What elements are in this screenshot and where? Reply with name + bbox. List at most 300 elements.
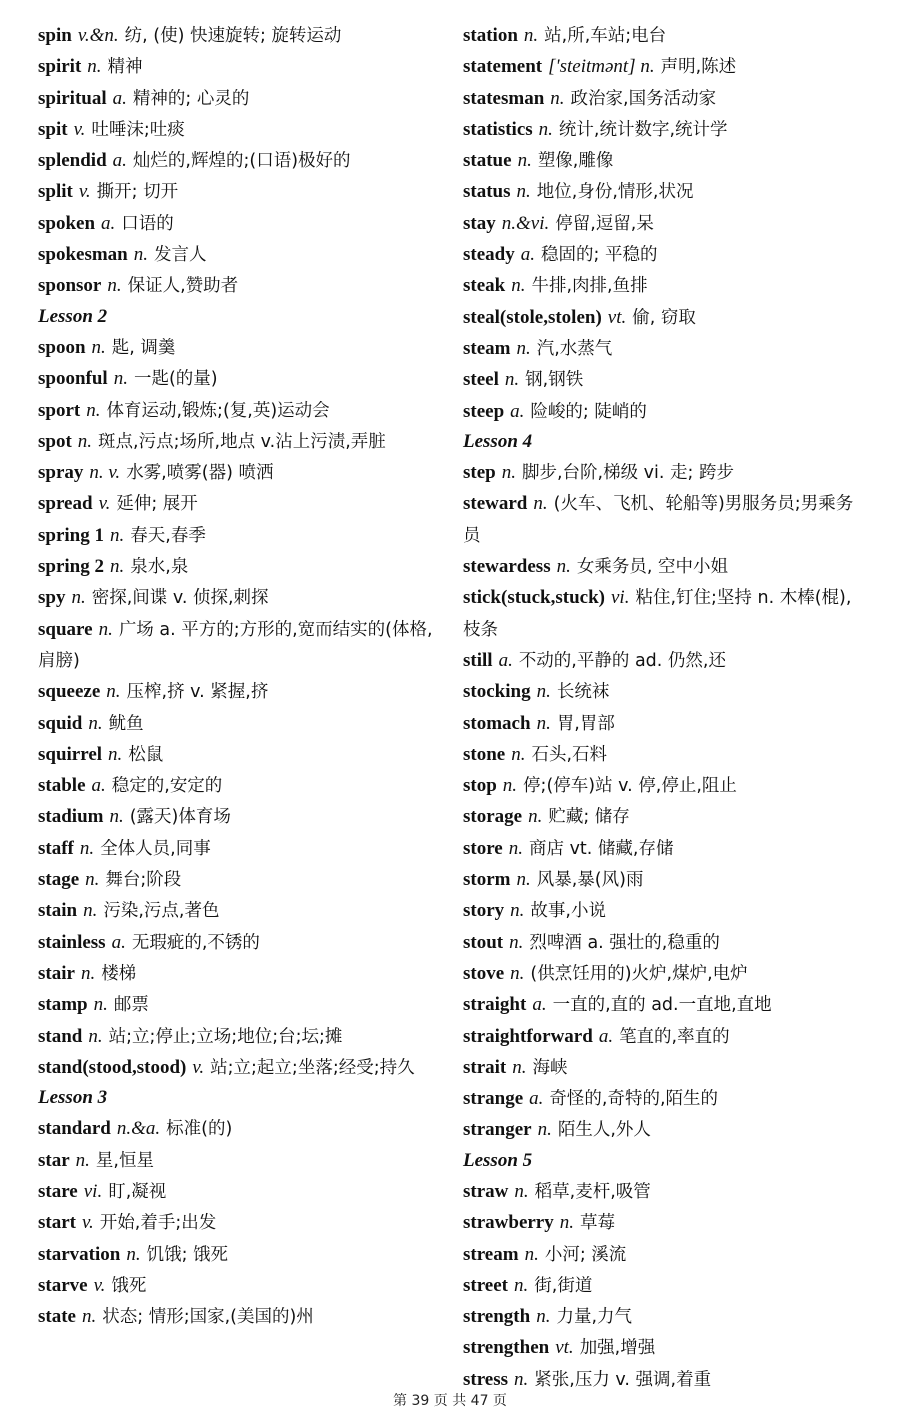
definition: 口语的 <box>121 213 174 234</box>
vocab-entry <box>463 927 863 958</box>
headword: spread <box>38 493 93 515</box>
part-of-speech: n. <box>113 368 128 390</box>
definition: 撕开; 切开 <box>96 182 179 203</box>
vocab-entry <box>463 582 863 645</box>
headword: spit <box>38 118 68 140</box>
vocab-entry <box>463 457 863 488</box>
part-of-speech: n. <box>559 1212 574 1234</box>
headword: spring 1 <box>38 524 104 546</box>
part-of-speech: n. <box>86 399 101 421</box>
vocab-entry <box>38 1207 433 1238</box>
vocab-entry <box>38 801 433 832</box>
definition: 泉水,泉 <box>130 557 189 578</box>
definition: 全体人员,同事 <box>100 838 211 859</box>
definition: 石头,石料 <box>531 744 608 765</box>
part-of-speech: n. <box>110 556 125 578</box>
vocab-entry <box>38 958 433 989</box>
definition: 密探,间谍 v. 侦探,刺探 <box>91 588 269 609</box>
definition: 状态; 情形;国家,(美国的)州 <box>102 1307 314 1328</box>
part-of-speech: n.&vi. <box>501 212 550 234</box>
vocab-entry <box>463 1301 863 1332</box>
part-of-speech: a. <box>532 994 547 1016</box>
part-of-speech: n. <box>556 556 571 578</box>
headword: steak <box>463 275 506 297</box>
vocab-entry <box>463 801 863 832</box>
part-of-speech: a. <box>101 212 116 234</box>
vocab-entry <box>38 1021 433 1052</box>
definition: (露天)体育场 <box>129 807 231 828</box>
definition: 加强,增强 <box>579 1338 656 1359</box>
headword: spoonful <box>38 368 108 390</box>
definition: 春天,春季 <box>130 525 206 546</box>
part-of-speech: n. <box>71 587 86 609</box>
part-of-speech: n. <box>538 118 553 140</box>
vocab-entry <box>463 239 863 270</box>
definition: 饿死 <box>111 1275 147 1296</box>
definition: 发言人 <box>154 245 207 266</box>
headword: stranger <box>463 1119 532 1141</box>
headword: square <box>38 618 93 640</box>
part-of-speech: n. <box>516 181 531 203</box>
part-of-speech: n. <box>508 837 523 859</box>
vocab-entry <box>38 1113 433 1144</box>
vocab-entry <box>38 989 433 1020</box>
definition: 邮票 <box>113 995 149 1016</box>
vocab-entry <box>463 864 863 895</box>
part-of-speech: n. v. <box>89 462 121 484</box>
headword: stone <box>463 743 506 765</box>
vocab-entry <box>38 864 433 895</box>
part-of-speech: n. <box>109 806 124 828</box>
part-of-speech: vi. <box>610 587 630 609</box>
vocab-entry <box>463 114 863 145</box>
headword: standard <box>38 1118 111 1140</box>
definition: 塑像,雕像 <box>537 151 614 172</box>
part-of-speech: n. <box>537 1119 552 1141</box>
part-of-speech: n. <box>514 1368 529 1390</box>
definition: 延伸; 展开 <box>116 494 198 515</box>
vocab-entry <box>463 739 863 770</box>
vocab-entry <box>463 1270 863 1301</box>
vocab-entry <box>38 708 433 739</box>
headword: storage <box>463 806 523 828</box>
headword: spring 2 <box>38 556 104 578</box>
headword: stocking <box>463 681 531 703</box>
vocab-entry <box>38 114 433 145</box>
headword: strait <box>463 1056 507 1078</box>
vocab-entry <box>38 363 433 394</box>
vocab-entry <box>38 488 433 519</box>
headword: squid <box>38 712 83 734</box>
definition: 风暴,暴(风)雨 <box>536 870 644 891</box>
headword: starvation <box>38 1243 121 1265</box>
part-of-speech: n. <box>516 337 531 359</box>
part-of-speech: n. <box>83 900 98 922</box>
headword: stomach <box>463 712 531 734</box>
headword: steam <box>463 337 511 359</box>
vocab-entry <box>463 1021 863 1052</box>
part-of-speech: n. <box>533 493 548 515</box>
definition: 声明,陈述 <box>660 57 737 78</box>
vocab-entry <box>38 1301 433 1332</box>
vocab-entry <box>38 895 433 926</box>
definition: 贮藏; 储存 <box>548 807 630 828</box>
definition: 标准(的) <box>166 1119 233 1140</box>
headword: stewardess <box>463 556 551 578</box>
vocab-entry <box>38 614 433 677</box>
headword: stadium <box>38 806 104 828</box>
vocab-entry <box>463 176 863 207</box>
definition: 星,恒星 <box>95 1150 154 1171</box>
part-of-speech: n. <box>504 369 520 391</box>
vocab-entry <box>463 208 863 239</box>
definition: 污染,污点,著色 <box>103 901 220 922</box>
definition: 站;立;停止;立场;地位;台;坛;摊 <box>108 1026 343 1047</box>
vocab-entry <box>463 333 863 364</box>
lesson-heading: Lesson 3 <box>38 1087 108 1109</box>
definition: 舞台;阶段 <box>105 870 182 891</box>
part-of-speech: n. <box>91 336 106 358</box>
headword: store <box>463 837 503 859</box>
definition: 政治家,国务活动家 <box>570 88 717 109</box>
right-column <box>463 20 863 1395</box>
vocab-entry <box>38 83 433 114</box>
part-of-speech: n. <box>524 1243 539 1265</box>
vocab-entry <box>463 676 863 707</box>
headword: staff <box>38 837 74 859</box>
headword: spoon <box>38 336 86 358</box>
vocab-entry <box>38 1239 433 1270</box>
part-of-speech: v. <box>93 1274 106 1296</box>
vocab-entry <box>463 770 863 801</box>
definition: 脚步,台阶,梯级 vi. 走; 跨步 <box>521 463 734 484</box>
left-column <box>38 20 433 1332</box>
headword: status <box>463 181 511 203</box>
vocab-entry <box>38 770 433 801</box>
vocab-entry <box>463 708 863 739</box>
definition: 海峡 <box>532 1057 568 1078</box>
headword: stove <box>463 962 505 984</box>
part-of-speech: n. <box>88 1025 103 1047</box>
headword: spiritual <box>38 87 107 109</box>
headword: station <box>463 25 518 46</box>
part-of-speech: vt. <box>555 1337 574 1359</box>
part-of-speech: n. <box>511 743 526 765</box>
part-of-speech: v. <box>81 1212 94 1234</box>
headword: spot <box>38 430 72 452</box>
vocab-entry <box>463 1114 863 1145</box>
headword: star <box>38 1149 70 1171</box>
definition: 女乘务员, 空中小姐 <box>576 557 728 578</box>
headword: stare <box>38 1180 78 1202</box>
headword: strange <box>463 1088 524 1110</box>
part-of-speech: v. <box>98 493 111 515</box>
definition: 体育运动,锻炼;(复,英)运动会 <box>106 400 330 421</box>
definition: 牛排,肉排,鱼排 <box>531 276 648 297</box>
vocab-entry <box>38 551 433 582</box>
headword: sport <box>38 399 81 421</box>
part-of-speech: n. <box>133 244 148 266</box>
headword: spin <box>38 25 72 46</box>
definition: 胃,胃部 <box>556 713 615 734</box>
headword: strength <box>463 1306 531 1328</box>
headword: strawberry <box>463 1212 554 1234</box>
vocab-entry <box>38 833 433 864</box>
part-of-speech: n. <box>81 1306 97 1328</box>
part-of-speech: n. <box>110 524 125 546</box>
part-of-speech: n. <box>87 56 102 78</box>
definition: 一匙(的量) <box>133 369 218 390</box>
vocab-entry <box>463 551 863 582</box>
headword: stain <box>38 900 78 922</box>
definition: 汽,水蒸气 <box>536 338 613 359</box>
part-of-speech: n. <box>523 25 539 46</box>
definition: 紧张,压力 v. 强调,着重 <box>534 1369 712 1390</box>
definition: 停留,逗留,呆 <box>555 213 654 234</box>
vocab-entry <box>38 20 433 51</box>
vocab-entry <box>463 396 863 427</box>
vocab-entry <box>38 332 433 363</box>
definition: 稻草,麦杆,吸管 <box>534 1181 651 1202</box>
headword: spirit <box>38 56 82 78</box>
vocab-entry <box>38 239 433 270</box>
vocab-entry <box>38 739 433 770</box>
headword: story <box>463 900 505 922</box>
definition: 长统袜 <box>556 682 610 703</box>
definition: 粘住,钉住;坚持 n. 木棒(棍),枝条 <box>463 588 852 640</box>
vocab-entry <box>463 833 863 864</box>
part-of-speech: n. <box>514 1180 529 1202</box>
part-of-speech: v. <box>78 181 91 203</box>
headword: strengthen <box>463 1337 550 1359</box>
definition: 停;(停车)站 v. 停,停止,阻止 <box>523 776 737 797</box>
definition: 草莓 <box>580 1213 615 1234</box>
vocab-entry <box>38 426 433 457</box>
part-of-speech: n. <box>509 931 524 953</box>
part-of-speech: n. <box>108 743 123 765</box>
vocab-entry <box>463 51 863 82</box>
part-of-speech: v. <box>73 118 86 140</box>
part-of-speech: n. <box>88 712 103 734</box>
vocab-entry <box>38 1052 433 1083</box>
headword: statistics <box>463 118 533 140</box>
headword: step <box>463 462 496 484</box>
headword: spokesman <box>38 244 128 266</box>
headword: stop <box>463 775 497 797</box>
definition: 保证人,赞助者 <box>127 276 239 297</box>
headword: street <box>463 1274 509 1296</box>
definition: 钢,钢铁 <box>525 370 584 391</box>
vocab-entry <box>463 145 863 176</box>
vocab-entry <box>463 989 863 1020</box>
definition: 小河; 溪流 <box>544 1244 627 1265</box>
definition: 楼梯 <box>101 963 137 984</box>
vocab-entry <box>38 176 433 207</box>
part-of-speech: v.&n. <box>77 25 119 46</box>
headword: splendid <box>38 150 107 172</box>
definition: 匙, 调羹 <box>111 337 176 358</box>
part-of-speech: n. <box>502 775 518 797</box>
part-of-speech: ['steitmənt] n. <box>548 56 655 78</box>
headword: spy <box>38 587 66 609</box>
headword: stand(stood,stood) <box>38 1056 187 1078</box>
part-of-speech: n. <box>75 1149 90 1171</box>
headword: straight <box>463 994 527 1016</box>
headword: stable <box>38 775 86 797</box>
part-of-speech: a. <box>111 931 126 953</box>
vocab-entry <box>463 488 863 551</box>
definition: 水雾,喷雾(器) 喷洒 <box>126 463 274 484</box>
headword: statement <box>463 56 543 78</box>
headword: stand <box>38 1025 83 1047</box>
definition: 纺, (使) 快速旋转; 旋转运动 <box>124 26 342 46</box>
vocab-entry <box>463 270 863 301</box>
vocab-entry <box>463 1052 863 1083</box>
vocab-entry <box>38 1270 433 1301</box>
part-of-speech: n. <box>516 869 531 891</box>
part-of-speech: n. <box>517 150 532 172</box>
headword: steward <box>463 493 528 515</box>
definition: 险峻的; 陡峭的 <box>530 401 647 422</box>
part-of-speech: a. <box>520 244 535 266</box>
part-of-speech: n. <box>79 837 95 859</box>
headword: spray <box>38 462 84 484</box>
definition: 开始,着手;出发 <box>99 1213 217 1234</box>
definition: 松鼠 <box>128 744 164 765</box>
headword: stage <box>38 869 80 891</box>
vocab-entry <box>463 1239 863 1270</box>
part-of-speech: v. <box>192 1056 205 1078</box>
vocab-entry <box>38 520 433 551</box>
vocab-entry <box>38 270 433 301</box>
headword: straw <box>463 1180 509 1202</box>
vocab-entry <box>38 927 433 958</box>
part-of-speech: n. <box>107 275 122 297</box>
part-of-speech: n. <box>550 87 565 109</box>
part-of-speech: a. <box>112 87 127 109</box>
part-of-speech: n. <box>85 869 100 891</box>
definition: 商店 vt. 储藏,存储 <box>529 838 674 859</box>
vocab-entry <box>463 364 863 395</box>
part-of-speech: n. <box>126 1243 141 1265</box>
definition: 广场 a. 平方的;方形的,宽而结实的(体格,肩膀) <box>38 619 433 671</box>
headword: statue <box>463 150 512 172</box>
definition: 街,街道 <box>534 1275 593 1296</box>
part-of-speech: a. <box>598 1025 614 1047</box>
headword: straightforward <box>463 1025 593 1047</box>
headword: steep <box>463 400 505 422</box>
part-of-speech: n. <box>93 994 108 1016</box>
definition: 故事,小说 <box>530 901 606 922</box>
lesson-heading: Lesson 2 <box>38 305 108 327</box>
definition: (供烹饪用的)火炉,煤炉,电炉 <box>530 963 748 984</box>
part-of-speech: a. <box>498 649 513 671</box>
page-footer: 第 39 页 共 47 页 <box>393 1393 507 1409</box>
headword: stamp <box>38 994 88 1016</box>
definition: 地位,身份,情形,状况 <box>536 182 694 203</box>
part-of-speech: n. <box>510 900 525 922</box>
vocab-entry <box>463 1083 863 1114</box>
vocab-entry <box>463 302 863 333</box>
part-of-speech: a. <box>112 150 127 172</box>
vocab-entry <box>463 1207 863 1238</box>
headword: starve <box>38 1274 88 1296</box>
part-of-speech: a. <box>91 775 106 797</box>
part-of-speech: vt. <box>607 306 627 328</box>
headword: storm <box>463 869 511 891</box>
vocab-entry <box>38 457 433 488</box>
definition: 鱿鱼 <box>108 713 144 734</box>
definition: 灿烂的,辉煌的;(口语)极好的 <box>132 151 351 172</box>
definition: 无瑕疵的,不锈的 <box>131 932 260 953</box>
part-of-speech: vi. <box>83 1180 103 1202</box>
definition: 陌生人,外人 <box>557 1120 651 1141</box>
vocab-entry <box>463 1332 863 1363</box>
vocab-entry <box>38 51 433 82</box>
headword: still <box>463 649 493 671</box>
part-of-speech: n. <box>536 1306 551 1328</box>
vocab-entry <box>463 645 863 676</box>
part-of-speech: n. <box>80 962 96 984</box>
part-of-speech: a. <box>529 1088 544 1110</box>
definition: 奇怪的,奇特的,陌生的 <box>549 1089 719 1110</box>
part-of-speech: n. <box>501 462 516 484</box>
headword: stout <box>463 931 504 953</box>
headword: spoken <box>38 212 96 234</box>
vocab-entry <box>463 895 863 926</box>
headword: stair <box>38 962 75 984</box>
vocab-entry <box>463 958 863 989</box>
part-of-speech: n. <box>536 681 551 703</box>
definition: 力量,力气 <box>556 1307 633 1328</box>
headword: start <box>38 1212 76 1234</box>
definition: 精神的; 心灵的 <box>132 88 250 109</box>
vocab-entry <box>463 1176 863 1207</box>
part-of-speech: n. <box>511 275 526 297</box>
definition: (火车、飞机、轮船等)男服务员;男乘务员 <box>463 494 854 546</box>
definition: 笔直的,率直的 <box>619 1026 730 1047</box>
definition: 烈啤酒 a. 强壮的,稳重的 <box>529 932 720 953</box>
definition: 压榨,挤 v. 紧握,挤 <box>126 682 269 703</box>
vocab-entry <box>38 676 433 707</box>
definition: 斑点,污点;场所,地点 v.沾上污渍,弄脏 <box>98 431 386 452</box>
vocab-entry <box>463 83 863 114</box>
lesson-heading: Lesson 5 <box>463 1149 533 1171</box>
part-of-speech: n. <box>528 806 543 828</box>
headword: squeeze <box>38 681 101 703</box>
headword: steal(stole,stolen) <box>463 306 602 328</box>
definition: 站;立;起立;坐落;经受;持久 <box>210 1057 415 1078</box>
part-of-speech: a. <box>510 400 525 422</box>
definition: 站,所,车站;电台 <box>544 26 667 46</box>
vocab-entry <box>38 1176 433 1207</box>
part-of-speech: n. <box>536 712 551 734</box>
headword: stream <box>463 1243 519 1265</box>
definition: 统计,统计数字,统计学 <box>558 119 728 140</box>
headword: stay <box>463 212 496 234</box>
headword: squirrel <box>38 743 103 765</box>
headword: stainless <box>38 931 106 953</box>
vocab-entry <box>38 582 433 613</box>
definition: 饥饿; 饿死 <box>146 1244 229 1265</box>
definition: 不动的,平静的 ad. 仍然,还 <box>518 650 726 671</box>
vocab-entry <box>38 1145 433 1176</box>
definition: 精神 <box>107 57 143 78</box>
headword: steady <box>463 244 515 266</box>
definition: 一直的,直的 ad.一直地,直地 <box>552 995 772 1016</box>
definition: 偷, 窃取 <box>632 307 696 328</box>
headword: statesman <box>463 87 545 109</box>
